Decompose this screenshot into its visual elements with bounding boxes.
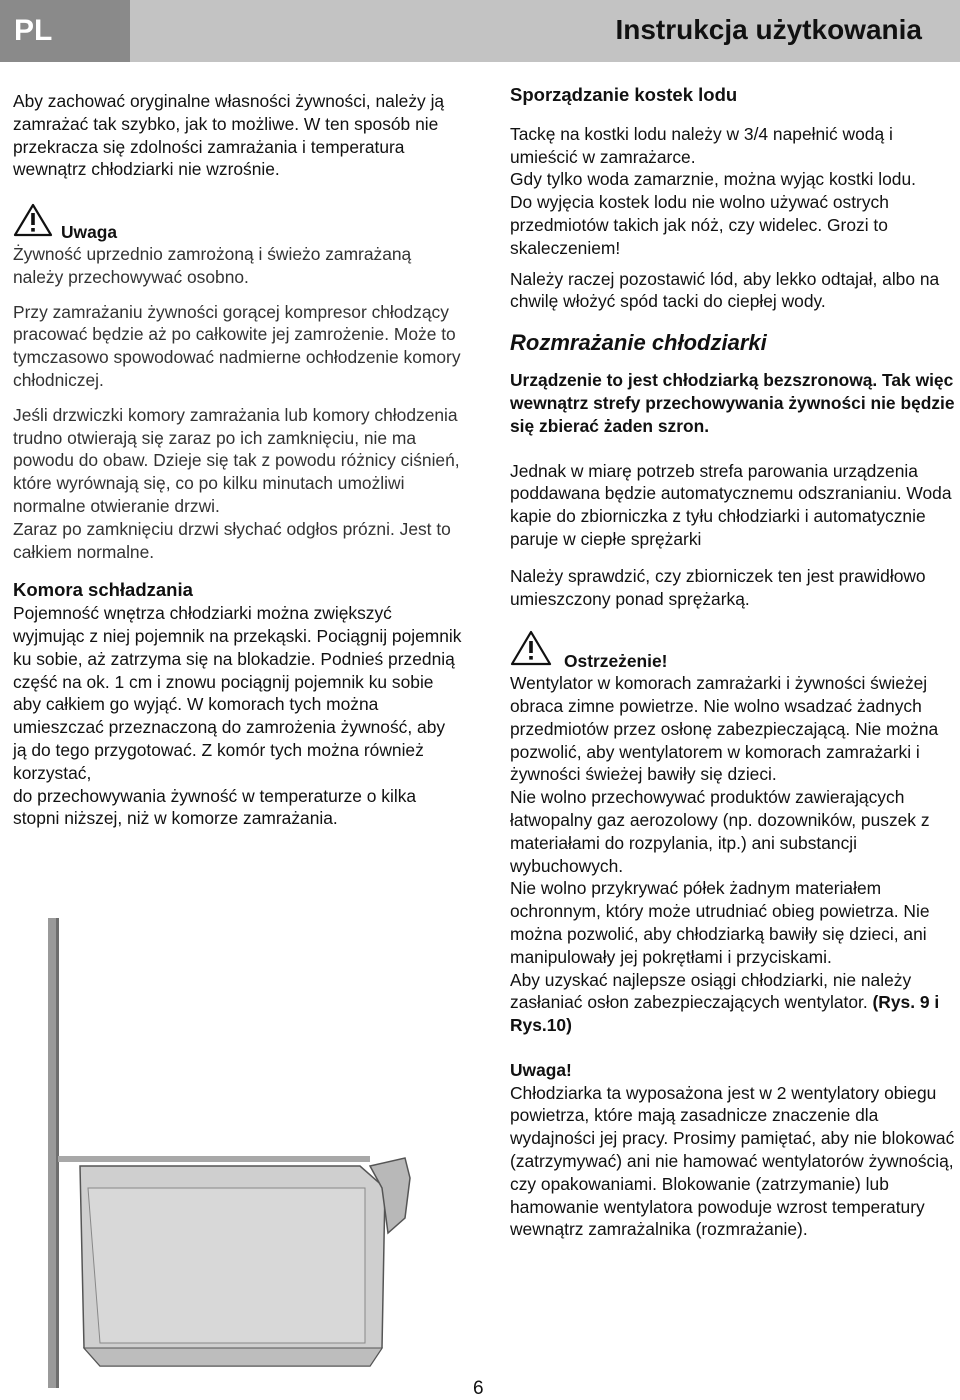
warning-heading-2 <box>510 630 958 672</box>
chilling-paragraph-2: do przechowywania żywność w temperaturze o kilka stopni niższej, niż w komorze zamrażania. <box>13 785 417 829</box>
section-heading-defrost: Rozmrażanie chłodziarki <box>510 330 767 356</box>
defrost-paragraph-2: Należy sprawdzić, czy zbiorniczek ten jest prawidłowo umieszczony ponad sprężarką. <box>510 565 926 609</box>
left-column <box>13 90 463 830</box>
fan-paragraph-1: Wentylator w komorach zamrażarki i żywności świeżej obraca zimne powietrze. Nie wolno wsadzać żadnych przedmiotów przez osłonę zabezpieczającą. Nie można pozwolić, aby wentylatorem w komorach zamrażarki i żywności świeżej bawiły się dzieci. <box>510 673 939 785</box>
warning-heading <box>13 203 463 243</box>
figure-reference: (Rys. 9 i Rys.10) <box>510 992 940 1036</box>
right-column <box>510 84 958 1241</box>
document-title: Instrukcja użytkowania <box>615 14 922 45</box>
doors-note: Zaraz po zamknięciu drzwi słychać odgłos prózni. Jest to całkiem normalne. <box>13 518 451 562</box>
note-label: Uwaga! <box>510 1059 572 1080</box>
warning-label: Uwaga <box>61 221 118 242</box>
page-number: 6 <box>473 1378 484 1399</box>
warning-text: Żywność uprzednio zamrożoną i świeżo zamrażaną należy przechowywać osobno. <box>13 243 412 287</box>
defrost-paragraph-1: Jednak w miarę potrzeb strefa parowania urządzenia poddawana będzie automatycznemu odszranianiu. Woda kapie do zbiorniczka z tyłu chłodziarki i automatycznie paruje w ciepłe sprężarki <box>510 460 952 549</box>
ice-paragraph-4: Należy raczej pozostawić lód, aby lekko odtajał, albo na chwilę włożyć spód tacki do ciepłej wody. <box>510 268 940 312</box>
section-heading-ice: Sporządzanie kostek lodu <box>510 84 738 105</box>
defrost-bold-paragraph: Urządzenie to jest chłodziarką bezszronową. Tak więc wewnątrz strefy przechowywania żywności nie będzie się zbierać żaden szron. <box>510 370 955 436</box>
drawer-illustration <box>10 888 420 1388</box>
section-heading-chilling: Komora schładzania <box>13 579 193 601</box>
ice-paragraph-2: Gdy tylko woda zamarznie, można wyjąc kostki lodu. <box>510 169 916 190</box>
note-paragraph: Chłodziarka ta wyposażona jest w 2 wentylatory obiegu powietrza, które mają zasadnicze znaczenie dla wydajności jej pracy. Prosimy pamiętać, aby nie blokować (zatrzymywać) ani nie hamować wentylatorów żywnością, czy opakowaniami. Blokowanie (zatrzymanie) lub hamowanie wentylatora powoduje wzrost temperatury wewnątrz zamrażalnika (rozmrażanie). <box>510 1082 955 1240</box>
warning-icon <box>510 630 552 672</box>
fan-paragraph-4 <box>510 969 958 1037</box>
ice-paragraph-1: Tackę na kostki lodu należy w 3/4 napełnić wodą i umieścić w zamrażarce. <box>510 123 893 167</box>
fan-paragraph-4-text: Aby uzyskać najlepsze osiągi chłodziarki, nie należy zasłaniać osłon zabezpieczających wentylator. <box>510 969 912 1013</box>
page-header <box>0 0 960 62</box>
warning-icon <box>13 203 53 243</box>
intro-paragraph: Aby zachować oryginalne własności żywności, należy ją zamrażać tak szybko, jak to możliwe. W ten sposób nie przekracza się zdolności zamrażania i temperatura wewnątrz chłodziarki nie wzrośnie. <box>13 91 445 180</box>
doors-paragraph: Jeśli drzwiczki komory zamrażania lub komory chłodzenia trudno otwierają się zaraz po ich zamknięciu, nie ma powodu do obaw. Dzieje się tak z powodu różnicy ciśnień, które wyrównają się, co po kilku minutach umożliwi normalne otwieranie drzwi. <box>13 404 460 516</box>
compressor-paragraph: Przy zamrażaniu żywności gorącej kompresor chłodzący pracować będzie aż po całkowite jej zamrożenie. Może to tymczasowo spowodować nadmierne ochłodzenie komory chłodniczej. <box>13 301 461 390</box>
ice-paragraph-3: Do wyjęcia kostek lodu nie wolno używać ostrych przedmiotów takich jak nóż, czy widelec. Grozi to skaleczeniem! <box>510 192 889 258</box>
language-code: PL <box>0 0 130 62</box>
fan-paragraph-3: Nie wolno przykrywać półek żadnym materiałem ochronnym, który może utrudniać obieg powietrza. Nie można pozwolić, aby chłodziarką bawiły się dzieci, ani manipulowały jej pokrętłami i przyciskami. <box>510 878 930 967</box>
chilling-paragraph: Pojemność wnętrza chłodziarki można zwiększyć wyjmując z niej pojemnik na przekąski. Pociągnij pojemnik ku sobie, aż zatrzyma się na blokadzie. Podnieś przednią część na ok. 1 cm i znowu pociągnij pojemnik ku sobie aby całkiem go wyjąć. W komorach tych można umieszczać przeznaczoną do zamrożenia żywność, aby ją do tego przygotować. Z komór tych można również korzystać, <box>13 603 462 783</box>
warning-label-2: Ostrzeżenie! <box>564 651 668 672</box>
fan-paragraph-2: Nie wolno przechowywać produktów zawierających łatwopalny gaz aerozolowy (np. dozowników, puszek z materiałami do rozpylania, itp.) ani substancji wybuchowych. <box>510 787 930 876</box>
